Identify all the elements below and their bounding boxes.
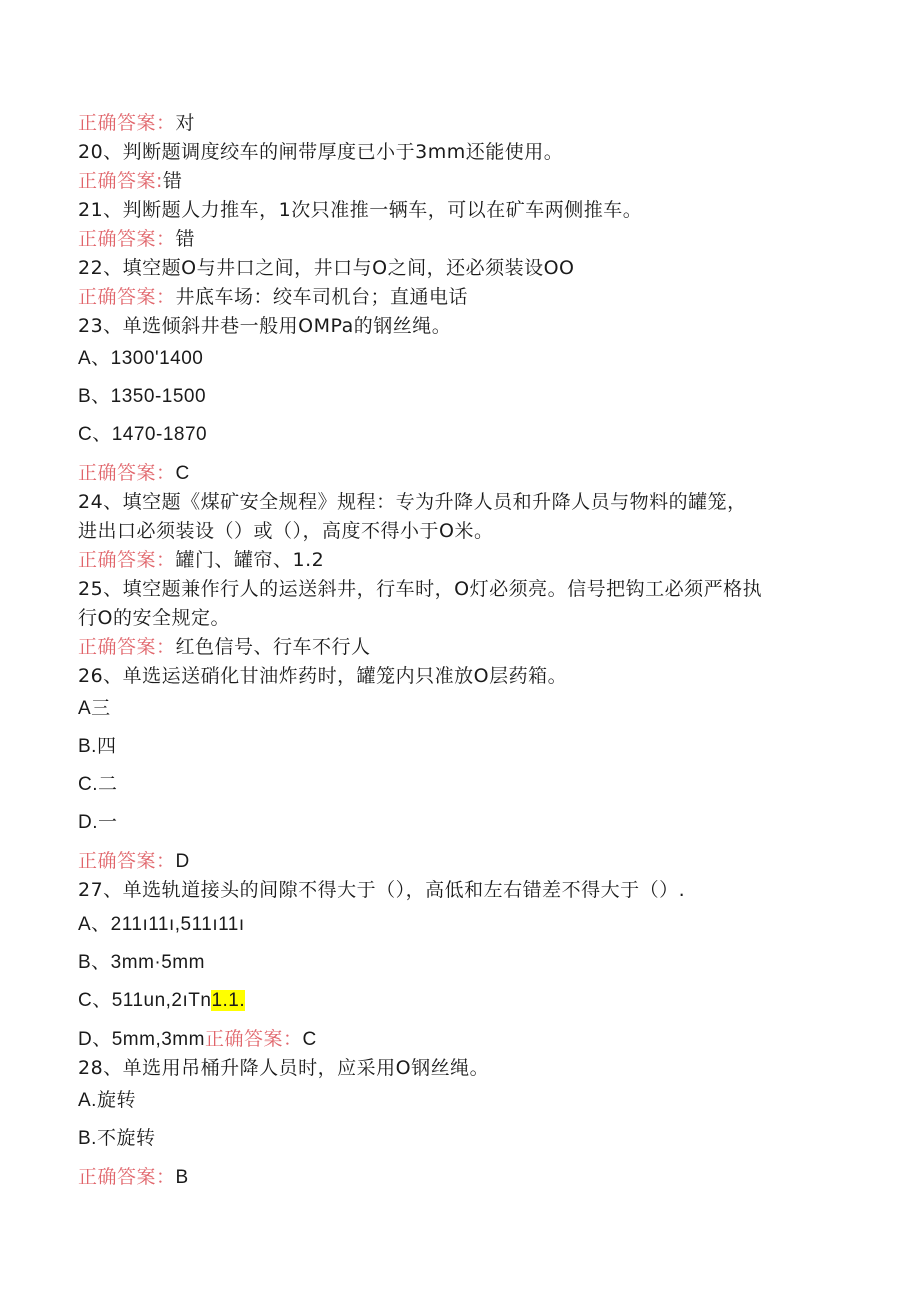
option-d: D、5mm,3mm: [78, 1029, 205, 1050]
option-d: D.一: [78, 812, 118, 833]
answer-value: D: [175, 851, 190, 872]
answer-line-q22: [78, 284, 468, 310]
question-23: 23、单选倾斜井巷一般用OMPa的钢丝绳。: [78, 315, 452, 337]
question-20: 20、判断题调度绞车的闸带厚度已小于3mm还能使用。: [78, 141, 564, 163]
answer-value: 对: [175, 112, 196, 134]
answer-value: C: [175, 463, 190, 484]
answer-value: 错: [162, 170, 183, 192]
answer-label: 正确答案：: [78, 636, 176, 658]
question-25-line-1: 25、填空题兼作行人的运送斜井，行车时，O灯必须亮。信号把钩工必须严格执: [78, 578, 763, 600]
option-a: A.旋转: [78, 1090, 136, 1111]
answer-label: 正确答案：: [78, 549, 176, 571]
question-25-line-2: 行O的安全规定。: [78, 607, 230, 629]
answer-label: 正确答案：: [78, 228, 176, 250]
option-a: A、211ı11ı,511ı11ı: [78, 914, 245, 935]
option-d-with-answer: [78, 1026, 317, 1053]
question-28: 28、单选用吊桶升降人员时，应采用O钢丝绳。: [78, 1057, 490, 1079]
option-c: [78, 988, 245, 1014]
answer-label: 正确答案：: [204, 1028, 303, 1050]
option-b: B、3mm·5mm: [78, 952, 205, 973]
answer-line-q26: [78, 848, 190, 875]
answer-line-q21: [78, 226, 195, 252]
answer-line-q20: [78, 168, 182, 194]
option-c-text: C、511un,2ıTn: [78, 990, 212, 1011]
answer-value: 井底车场：绞车司机台；直通电话: [175, 286, 469, 308]
question-24-line-1: 24、填空题《煤矿安全规程》规程：专为升降人员和升降人员与物料的罐笼，: [78, 491, 747, 513]
option-c: C.二: [78, 774, 118, 795]
answer-label: 正确答案：: [78, 850, 176, 872]
question-21: 21、判断题人力推车，1次只准推一辆车，可以在矿车两侧推车。: [78, 199, 643, 221]
question-22: 22、填空题O与井口之间，井口与O之间，还必须装设OO: [78, 257, 575, 279]
option-b: B.四: [78, 736, 117, 757]
option-a: A、1300'1400: [78, 348, 204, 369]
answer-line-q28: [78, 1164, 189, 1191]
answer-line-q19: [78, 110, 195, 136]
answer-line-q25: [78, 634, 371, 660]
option-b: B.不旋转: [78, 1128, 156, 1149]
answer-value: 红色信号、行车不行人: [175, 636, 371, 658]
question-27: 27、单选轨道接头的间隙不得大于（），高低和左右错差不得大于（）.: [78, 879, 686, 901]
answer-line-q23: [78, 460, 190, 487]
answer-value: C: [302, 1029, 317, 1050]
option-a: A三: [78, 698, 111, 719]
highlighted-text: 1.1.: [211, 990, 246, 1011]
option-b: B、1350-1500: [78, 386, 207, 407]
answer-label: 正确答案：: [78, 112, 176, 134]
option-c: C、1470-1870: [78, 424, 208, 445]
answer-label: 正确答案：: [78, 1166, 176, 1188]
answer-line-q24: [78, 547, 324, 573]
answer-value: 罐门、罐帘、1.2: [175, 549, 325, 571]
question-24-line-2: 进出口必须装设（）或（），高度不得小于O米。: [78, 520, 494, 542]
answer-label: 正确答案：: [78, 462, 176, 484]
answer-value: 错: [175, 228, 196, 250]
question-26: 26、单选运送硝化甘油炸药时，罐笼内只准放O层药箱。: [78, 665, 568, 687]
answer-value: B: [175, 1167, 189, 1188]
answer-label: 正确答案:: [78, 170, 163, 192]
answer-label: 正确答案：: [78, 286, 176, 308]
